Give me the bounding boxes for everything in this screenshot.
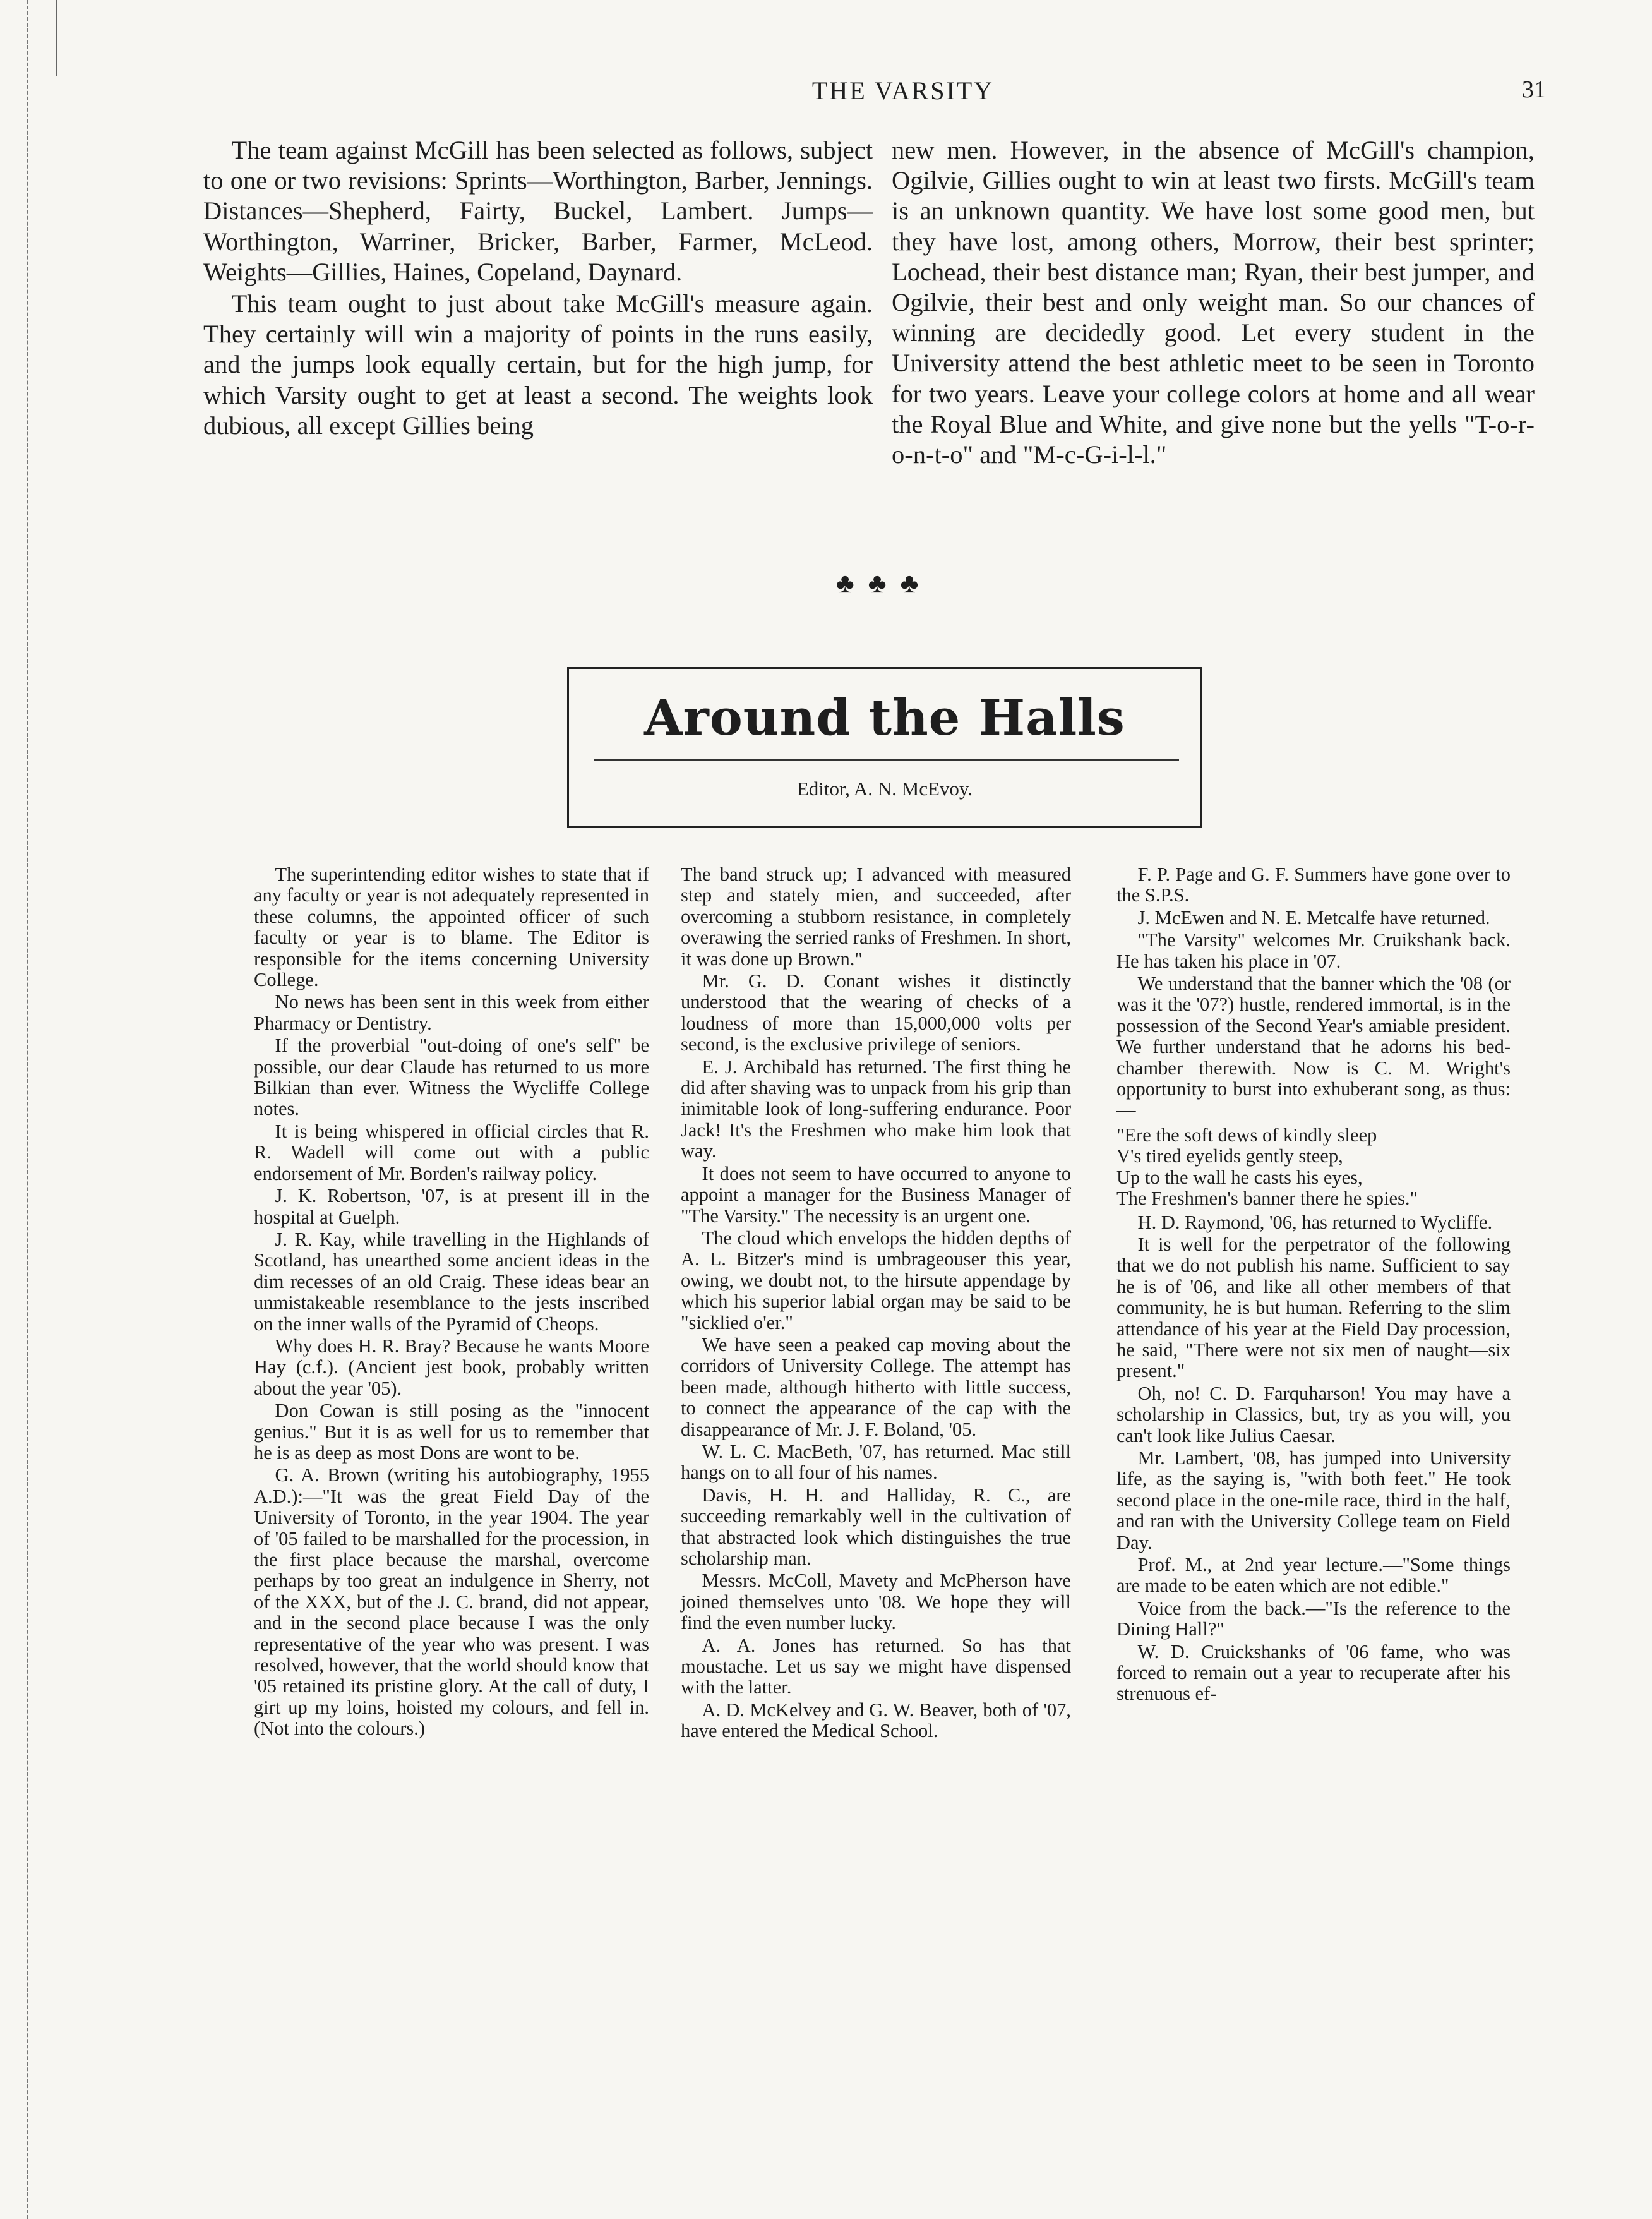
paragraph: new men. However, in the absence of McGill's champion, Ogilvie, Gillies ought to win at least two firsts. McGill's team is an unknown quantity. We have lost some good men, but they have lost, among others, Morrow, their best sprinter; Lochead, their best distance man; Ryan, their best jumper, and Ogilvie, their best and only weight man. So our chances of winning are decidedly good. Let every student in the University attend the best athletic meet to be seen in Toronto for two years. Leave your college colors at home and all wear the Royal Blue and White, and give none but the yells "T-o-r-o-n-t-o" and "M-c-G-i-l-l." — [892, 136, 1535, 469]
ornament: ♣♣♣ — [835, 568, 933, 599]
news-item: Oh, no! C. D. Farquharson! You may have a scholarship in Classics, but, try as you will, you can't look like Julius Caesar. — [1116, 1382, 1511, 1446]
news-item: If the proverbial "out-doing of one's self" be possible, our dear Claude has returned to us more Bilkian than ever. Witness the Wycliffe College notes. — [254, 1035, 649, 1120]
margin-rule — [56, 0, 57, 76]
news-item: Voice from the back.—"Is the reference to the Dining Hall?" — [1116, 1597, 1511, 1640]
running-head: THE VARSITY — [811, 76, 995, 105]
news-item: Mr. Lambert, '08, has jumped into University life, as the saying is, "with both feet." He took second place in the one-mile race, third in the half, and ran with the University College team on Field Day. — [1116, 1446, 1511, 1553]
section-heading-box — [567, 667, 1202, 828]
verse-line: Up to the wall he casts his eyes, — [1116, 1166, 1363, 1188]
athletics-column-right — [892, 135, 1535, 471]
news-item: G. A. Brown (writing his autobiography, 1955 A.D.):—"It was the great Field Day of the University of Toronto, in the year 1904. The year of '05 failed to be marshalled for the procession, in the first place because the marshal, overcome perhaps by too great an indulgence in Sherry, not of the XXX, but of the J. C. brand, did not appear, and in the second place because I was the only representative of the year who was present. I was resolved, however, that the world should know that '05 retained its pristine glory. At the call of duty, I girt up my loins, hoisted my colours, and fell in. (Not into the colours.) — [254, 1464, 649, 1740]
column-1 — [254, 864, 649, 1741]
paragraph: This team ought to just about take McGill's measure again. They certainly will win a majority of points in the runs easily, and the jumps look equally certain, but for the high jump, for which Varsity ought to get at least a second. The weights look dubious, all except Gillies being — [203, 289, 873, 440]
news-item: Don Cowan is still posing as the "innocent genius." But it is as well for us to remember that he is as deep as most Dons are wont to be. — [254, 1400, 649, 1464]
news-item: E. J. Archibald has returned. The first thing he did after shaving was to unpack from his grip than inimitable look of long-suffering endurance. Poor Jack! It's the Freshmen who make him look that way. — [681, 1055, 1071, 1162]
section-editor: Editor, A. N. McEvoy. — [796, 778, 973, 800]
news-item: We have seen a peaked cap moving about the corridors of University College. The attempt has been made, although hitherto with little success, to connect the appearance of the cap with the disappearance of Mr. J. F. Boland, '05. — [681, 1333, 1071, 1440]
news-item: The cloud which envelops the hidden depths of A. L. Bitzer's mind is umbrageouser this year, owing, we doubt not, to the hirsute appendage by which his superior labial organ may be said to be "sicklied o'er." — [681, 1227, 1071, 1333]
paragraph: The team against McGill has been selected as follows, subject to one or two revisions: Sprints—Worthington, Barber, Jennings. Distances—Shepherd, Fairty, Buckel, Lambert. Jumps—Worthington, Warriner, Bricker, Barber, Farmer, McLeod. Weights—Gillies, Haines, Copeland, Daynard. — [203, 136, 873, 286]
news-item: It does not seem to have occurred to anyone to appoint a manager for the Business Manager of "The Varsity." The necessity is an urgent one. — [681, 1162, 1071, 1227]
section-title: Around the Halls — [644, 689, 1125, 747]
news-item: J. McEwen and N. E. Metcalfe have returned. — [1137, 906, 1490, 929]
news-item: W. L. C. MacBeth, '07, has returned. Mac still hangs on to all four of his names. — [681, 1440, 1071, 1484]
column-2 — [681, 864, 1071, 1743]
column-3 — [1116, 864, 1511, 1706]
page-number: 31 — [1522, 76, 1546, 103]
news-item: A. A. Jones has returned. So has that moustache. Let us say we might have dispensed with the latter. — [681, 1634, 1071, 1699]
verse-line: "Ere the soft dews of kindly sleep — [1116, 1124, 1377, 1146]
news-item: "The Varsity" welcomes Mr. Cruikshank back. He has taken his place in '07. — [1116, 929, 1511, 972]
news-item: Why does H. R. Bray? Because he wants Moore Hay (c.f.). (Ancient jest book, probably written about the year '05). — [254, 1335, 649, 1399]
news-item: The superintending editor wishes to state that if any faculty or year is not adequately represented in these columns, the appointed officer of such faculty or year is to blame. The Editor is responsible for the items concerning University College. — [254, 863, 649, 991]
news-item: No news has been sent in this week from either Pharmacy or Dentistry. — [254, 991, 649, 1034]
athletics-column-left — [203, 135, 873, 442]
heading-rule — [594, 759, 1179, 761]
news-item: J. K. Robertson, '07, is at present ill in the hospital at Guelph. — [254, 1185, 649, 1228]
news-item: It is well for the perpetrator of the following that we do not publish his name. Sufficient to say he is of '06, and like all other members of that community, he is but human. Referring to the slim attendance of his year at the Field Day procession, he said, "There were not six men of naught—six present." — [1116, 1233, 1511, 1382]
news-item: Prof. M., at 2nd year lecture.—"Some things are made to be eaten which are not edible." — [1116, 1554, 1511, 1597]
news-item: H. D. Raymond, '06, has returned to Wycliffe. — [1137, 1211, 1493, 1233]
news-item: A. D. McKelvey and G. W. Beaver, both of '07, have entered the Medical School. — [681, 1699, 1071, 1742]
margin-rule — [27, 0, 28, 2219]
news-item: We understand that the banner which the '08 (or was it the '07?) hustle, rendered immortal, is in the possession of the Second Year's amiable president. We further understand that he adorns his bed-chamber therewith. Now is C. M. Wright's opportunity to burst into exhuberant song, as thus:— — [1116, 973, 1511, 1121]
verse — [1116, 1125, 1511, 1210]
news-item: The band struck up; I advanced with measured step and stately mien, and succeeded, after overcoming a stubborn resistance, in completely overawing the serried ranks of Freshmen. In short, it was done up Brown." — [681, 863, 1071, 970]
news-item: Davis, H. H. and Halliday, R. C., are succeeding remarkably well in the cultivation of that abstracted look which distinguishes the true scholarship man. — [681, 1484, 1071, 1569]
news-item: It is being whispered in official circles that R. R. Wadell will come out with a public endorsement of Mr. Borden's railway policy. — [254, 1120, 649, 1184]
news-item: Messrs. McColl, Mavety and McPherson have joined themselves unto '08. We hope they will find the even number lucky. — [681, 1570, 1071, 1634]
verse-line: V's tired eyelids gently steep, — [1116, 1145, 1343, 1167]
news-item: Mr. G. D. Conant wishes it distinctly understood that the wearing of checks of a loudness of more than 15,000,000 volts per second, is the exclusive privilege of seniors. — [681, 970, 1071, 1055]
news-item: F. P. Page and G. F. Summers have gone over to the S.P.S. — [1116, 863, 1511, 906]
verse-line: The Freshmen's banner there he spies." — [1116, 1188, 1418, 1210]
news-item: J. R. Kay, while travelling in the Highlands of Scotland, has unearthed some ancient ideas in the dim recesses of an old Craig. These ideas bear an unmistakeable resemblance to the jests inscribed on the inner walls of the Pyramid of Cheops. — [254, 1228, 649, 1335]
news-item: W. D. Cruickshanks of '06 fame, who was forced to remain out a year to recuperate after his strenuous ef- — [1116, 1640, 1511, 1705]
